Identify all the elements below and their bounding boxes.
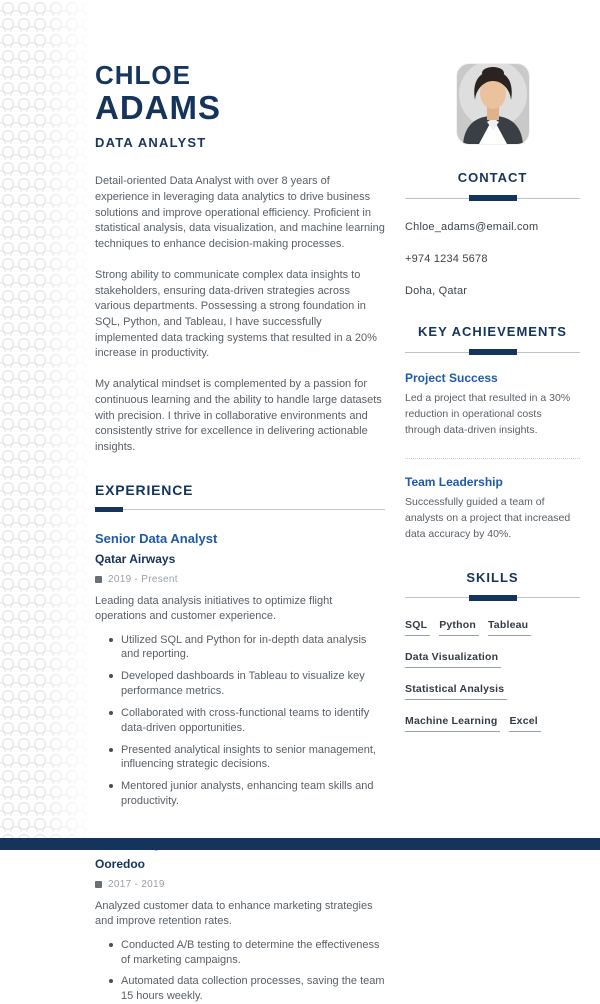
list-item: [109, 743, 385, 773]
achievement-text: Led a project that resulted in a 30% reduction in operational costs through data-driven insights.: [405, 392, 571, 436]
contact-heading: CONTACT: [457, 170, 528, 185]
profile-photo: [457, 64, 529, 144]
divider-line: [405, 198, 469, 199]
summary-paragraph: Detail-oriented Data Analyst with over 8 years of experience in leveraging data analytics to drive business solutions and improve operational efficiency. Proficient in statistical analysis, data visualization, and machine learning techniques to enhance decision-making processes.: [95, 175, 385, 251]
job-entry: [95, 836, 385, 1004]
skills-section: [405, 570, 580, 743]
list-item: [109, 779, 385, 809]
contact-phone: +974 1234 5678: [405, 253, 488, 265]
last-name: ADAMS: [95, 89, 221, 127]
skill-tag: SQL: [405, 619, 430, 636]
skill-tag: Data Visualization: [405, 651, 501, 668]
dot-icon: [109, 943, 113, 947]
job-company: Qatar Airways: [95, 551, 176, 566]
bullet-text: Automated data collection processes, saving the team 15 hours weekly.: [121, 975, 385, 1003]
divider-line: [405, 597, 469, 598]
bullet-text: Developed dashboards in Tableau to visualize key performance metrics.: [121, 670, 365, 698]
page-title: DATA ANALYST: [95, 135, 207, 151]
list-item: [109, 974, 385, 1004]
skill-tag: Machine Learning: [405, 715, 500, 732]
divider-accent: [469, 595, 517, 601]
summary-paragraph: Strong ability to communicate complex data insights to stakeholders, ensuring data-driven strategies across various departments. Possessing a strong foundation in SQL, Python, and Tableau, I have successfully implemented data tracking systems that resulted in a 20% increase in productivity.: [95, 268, 377, 360]
job-title: Senior Data Analyst: [95, 530, 218, 546]
divider-accent: [95, 507, 123, 512]
achievements-heading: KEY ACHIEVEMENTS: [418, 324, 567, 339]
contact-location: Doha, Qatar: [405, 285, 468, 297]
job-description: Leading data analysis initiatives to optimize flight operations and customer experience.: [95, 594, 333, 623]
bullet-text: Mentored junior analysts, enhancing team skills and productivity.: [121, 780, 374, 808]
list-item: [109, 938, 385, 968]
dot-icon: [109, 979, 113, 983]
first-name: CHLOE: [95, 60, 191, 90]
summary-paragraph: My analytical mindset is complemented by a passion for continuous learning and the ability to handle large datasets with precision. I thrive in collaborative environments and consistently strive for excellence in delivering actionable insights.: [95, 378, 382, 454]
bullet-text: Utilized SQL and Python for in-depth data analysis and reporting.: [121, 633, 367, 661]
job-dates-row: [95, 574, 385, 585]
skill-tag: Statistical Analysis: [405, 683, 507, 700]
main-column: [95, 60, 385, 1003]
dotted-divider: [405, 458, 580, 459]
experience-heading: EXPERIENCE: [95, 481, 194, 498]
calendar-icon: [95, 881, 102, 888]
dot-icon: [109, 711, 113, 715]
decorative-pattern: [0, 0, 94, 850]
achievement-title: Project Success: [405, 371, 498, 385]
contact-list: [405, 221, 580, 297]
job-dates: 2019 - Present: [108, 573, 178, 585]
job-bullet-list: [95, 633, 385, 809]
skills-list: [405, 615, 580, 743]
achievement-item: [405, 371, 580, 438]
divider-accent: [469, 195, 517, 201]
divider-accent: [469, 349, 517, 355]
contact-section: [405, 170, 580, 297]
section-divider: [405, 595, 580, 601]
dot-icon: [109, 784, 113, 788]
skills-heading: SKILLS: [466, 569, 519, 585]
bullet-text: Collaborated with cross-functional teams to identify data-driven opportunities.: [121, 706, 370, 734]
achievements-list: [405, 371, 580, 543]
summary-section: [95, 174, 385, 456]
achievement-text: Successfully guided a team of analysts on a project that increased data accuracy by 40%.: [405, 496, 571, 540]
sidebar-column: [405, 62, 580, 838]
job-description: Analyzed customer data to enhance marketing strategies and improve retention rates.: [95, 899, 373, 928]
divider-line: [123, 509, 385, 510]
achievement-title: Team Leadership: [405, 475, 503, 490]
bullet-text: Conducted A/B testing to determine the effectiveness of marketing campaigns.: [121, 938, 380, 966]
bottom-accent-bar: [0, 838, 600, 850]
job-dates-row: [95, 879, 385, 890]
contact-email[interactable]: Chloe_adams@email.com: [405, 221, 539, 233]
dot-icon: [109, 674, 113, 678]
list-item: [109, 706, 385, 736]
bullet-text: Presented analytical insights to senior management, influencing strategic decisions.: [121, 743, 376, 771]
dot-icon: [109, 748, 113, 752]
divider-line: [517, 597, 581, 598]
resume-page: [95, 0, 580, 1003]
list-item: [109, 633, 385, 663]
section-divider: [95, 507, 385, 512]
job-dates: 2017 - 2019: [108, 878, 165, 890]
section-divider: [405, 195, 580, 201]
name-block: [95, 62, 385, 150]
job-bullet-list: [95, 938, 385, 1004]
divider-line: [517, 198, 581, 199]
experience-section: [95, 482, 385, 1004]
job-company: Ooredoo: [95, 856, 145, 871]
profile-photo-illustration: [457, 64, 529, 144]
divider-line: [517, 352, 581, 353]
skill-tag: Python: [439, 619, 479, 636]
section-divider: [405, 349, 580, 355]
calendar-icon: [95, 576, 102, 583]
list-item: [109, 669, 385, 699]
achievement-item: [405, 475, 580, 542]
skill-tag: Tableau: [488, 619, 531, 636]
dot-icon: [109, 638, 113, 642]
achievements-section: [405, 324, 580, 543]
job-entry: [95, 531, 385, 809]
divider-line: [405, 352, 469, 353]
skill-tag: Excel: [509, 715, 540, 732]
